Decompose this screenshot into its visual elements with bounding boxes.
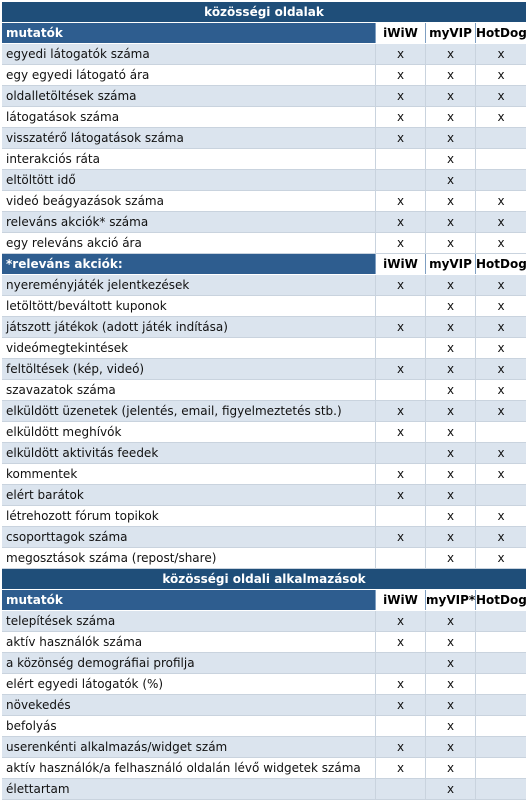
mark-cell: x — [425, 170, 475, 190]
column-header: iWiW — [375, 254, 425, 274]
mark-cell: x — [425, 485, 475, 505]
table-row — [2, 86, 526, 107]
column-header: myVIP — [425, 254, 475, 274]
table-row — [2, 611, 526, 632]
table-row — [2, 149, 526, 170]
table-row — [2, 128, 526, 149]
mark-cell — [475, 674, 526, 694]
mark-cell: x — [475, 86, 526, 106]
mark-cell: x — [475, 527, 526, 547]
mark-cell: x — [375, 758, 425, 778]
metric-label: kommentek — [6, 467, 78, 481]
mark-cell: x — [425, 737, 475, 757]
mark-cell — [375, 443, 425, 463]
metric-label: egy egyedi látogató ára — [6, 68, 150, 82]
mark-cell — [475, 170, 526, 190]
table-row — [2, 506, 526, 527]
column-header: iWiW — [375, 590, 425, 610]
section-header-row — [2, 254, 526, 275]
table-row — [2, 527, 526, 548]
mark-cell: x — [475, 401, 526, 421]
mark-cell: x — [425, 128, 475, 148]
mark-cell: x — [425, 149, 475, 169]
table-row — [2, 716, 526, 737]
header-label: *releváns akciók: — [2, 254, 375, 274]
metrics-table — [2, 2, 526, 800]
mark-cell — [375, 149, 425, 169]
column-header: HotDog — [475, 590, 526, 610]
table-row — [2, 233, 526, 254]
metric-label: játszott játékok (adott játék indítása) — [6, 320, 228, 334]
mark-cell: x — [375, 422, 425, 442]
header-label: mutatók — [2, 23, 375, 43]
mark-cell: x — [475, 233, 526, 253]
mark-cell — [475, 485, 526, 505]
mark-cell: x — [375, 632, 425, 652]
mark-cell: x — [475, 212, 526, 232]
metric-label: megosztások száma (repost/share) — [6, 551, 217, 565]
table-row — [2, 779, 526, 800]
mark-cell: x — [425, 779, 475, 799]
mark-cell: x — [375, 317, 425, 337]
metric-label: élettartam — [6, 782, 70, 796]
mark-cell: x — [475, 359, 526, 379]
mark-cell — [475, 779, 526, 799]
metric-label: videó beágyazások száma — [6, 194, 164, 208]
mark-cell: x — [475, 443, 526, 463]
mark-cell: x — [425, 716, 475, 736]
mark-cell: x — [425, 296, 475, 316]
metric-label: a közönség demográfiai profilja — [6, 656, 195, 670]
mark-cell: x — [425, 65, 475, 85]
mark-cell: x — [425, 422, 475, 442]
mark-cell: x — [475, 338, 526, 358]
table-row — [2, 401, 526, 422]
mark-cell — [375, 716, 425, 736]
mark-cell: x — [425, 695, 475, 715]
mark-cell: x — [425, 212, 475, 232]
mark-cell: x — [375, 44, 425, 64]
metric-label: növekedés — [6, 698, 71, 712]
section-header-row — [2, 23, 526, 44]
mark-cell: x — [425, 380, 475, 400]
table-row — [2, 548, 526, 569]
metric-label: nyereményjáték jelentkezések — [6, 278, 190, 292]
table-row — [2, 758, 526, 779]
mark-cell: x — [425, 86, 475, 106]
mark-cell: x — [425, 548, 475, 568]
mark-cell — [375, 779, 425, 799]
mark-cell: x — [425, 443, 475, 463]
table-row — [2, 359, 526, 380]
mark-cell — [475, 128, 526, 148]
metric-label: visszatérő látogatások száma — [6, 131, 184, 145]
column-header: myVIP — [425, 23, 475, 43]
metric-label: aktív használók/a felhasználó oldalán lévő widgetek száma — [6, 761, 361, 775]
mark-cell: x — [375, 674, 425, 694]
mark-cell: x — [475, 296, 526, 316]
metric-label: elküldött üzenetek (jelentés, email, figyelmeztetés stb.) — [6, 404, 342, 418]
metric-label: oldalletöltések száma — [6, 89, 137, 103]
mark-cell: x — [375, 212, 425, 232]
mark-cell — [475, 758, 526, 778]
metric-label: telepítések száma — [6, 614, 116, 628]
table-row — [2, 737, 526, 758]
metric-label: szavazatok száma — [6, 383, 116, 397]
mark-cell: x — [425, 653, 475, 673]
mark-cell — [475, 611, 526, 631]
mark-cell: x — [475, 380, 526, 400]
mark-cell: x — [475, 191, 526, 211]
mark-cell: x — [375, 65, 425, 85]
mark-cell: x — [425, 758, 475, 778]
mark-cell: x — [375, 527, 425, 547]
mark-cell: x — [475, 548, 526, 568]
mark-cell — [375, 296, 425, 316]
table-row — [2, 485, 526, 506]
metric-label: befolyás — [6, 719, 57, 733]
mark-cell: x — [375, 485, 425, 505]
mark-cell: x — [425, 674, 475, 694]
column-header: iWiW — [375, 23, 425, 43]
mark-cell: x — [375, 233, 425, 253]
mark-cell: x — [425, 632, 475, 652]
mark-cell — [375, 170, 425, 190]
mark-cell: x — [475, 317, 526, 337]
column-header: myVIP* — [425, 590, 475, 610]
mark-cell: x — [375, 464, 425, 484]
table-row — [2, 191, 526, 212]
mark-cell: x — [375, 275, 425, 295]
mark-cell: x — [425, 107, 475, 127]
table-row — [2, 212, 526, 233]
mark-cell: x — [375, 107, 425, 127]
mark-cell: x — [375, 359, 425, 379]
metric-label: látogatások száma — [6, 110, 120, 124]
metric-label: interakciós ráta — [6, 152, 100, 166]
table-row — [2, 170, 526, 191]
header-label: mutatók — [2, 590, 375, 610]
column-header: HotDog — [475, 23, 526, 43]
mark-cell: x — [425, 338, 475, 358]
metric-label: létrehozott fórum topikok — [6, 509, 159, 523]
metric-label: elküldött meghívók — [6, 425, 122, 439]
metric-label: videómegtekintések — [6, 341, 129, 355]
mark-cell: x — [475, 65, 526, 85]
metric-label: letöltött/beváltott kuponok — [6, 299, 167, 313]
mark-cell: x — [475, 464, 526, 484]
mark-cell: x — [475, 107, 526, 127]
mark-cell: x — [425, 275, 475, 295]
mark-cell: x — [375, 611, 425, 631]
metric-label: eltöltött idő — [6, 173, 76, 187]
mark-cell — [375, 338, 425, 358]
table-row — [2, 422, 526, 443]
table-row — [2, 632, 526, 653]
table-row — [2, 443, 526, 464]
mark-cell: x — [375, 401, 425, 421]
mark-cell: x — [375, 737, 425, 757]
metric-label: elküldött aktivitás feedek — [6, 446, 159, 460]
mark-cell: x — [375, 86, 425, 106]
table-row — [2, 107, 526, 128]
metric-label: elért egyedi látogatók (%) — [6, 677, 164, 691]
table-row — [2, 380, 526, 401]
mark-cell: x — [475, 506, 526, 526]
mark-cell: x — [375, 128, 425, 148]
mark-cell — [475, 422, 526, 442]
mark-cell — [475, 737, 526, 757]
mark-cell: x — [425, 359, 475, 379]
mark-cell — [375, 380, 425, 400]
table-row — [2, 275, 526, 296]
mark-cell: x — [425, 191, 475, 211]
mark-cell — [375, 548, 425, 568]
section-title: közösségi oldalak — [2, 2, 526, 23]
table-row — [2, 65, 526, 86]
mark-cell: x — [375, 695, 425, 715]
mark-cell — [475, 653, 526, 673]
table-row — [2, 338, 526, 359]
metric-label: csoporttagok száma — [6, 530, 128, 544]
column-header: HotDog — [475, 254, 526, 274]
mark-cell: x — [475, 275, 526, 295]
table-row — [2, 674, 526, 695]
mark-cell: x — [425, 317, 475, 337]
section-header-row — [2, 590, 526, 611]
mark-cell: x — [425, 527, 475, 547]
metric-label: elért barátok — [6, 488, 84, 502]
mark-cell: x — [425, 44, 475, 64]
metric-label: aktív használók száma — [6, 635, 143, 649]
metric-label: userenkénti alkalmazás/widget szám — [6, 740, 228, 754]
table-row — [2, 44, 526, 65]
table-row — [2, 317, 526, 338]
mark-cell: x — [425, 233, 475, 253]
mark-cell: x — [425, 401, 475, 421]
mark-cell — [475, 632, 526, 652]
table-row — [2, 653, 526, 674]
mark-cell: x — [475, 44, 526, 64]
mark-cell — [475, 695, 526, 715]
mark-cell — [375, 653, 425, 673]
mark-cell: x — [425, 611, 475, 631]
mark-cell — [375, 506, 425, 526]
mark-cell: x — [425, 464, 475, 484]
mark-cell — [475, 716, 526, 736]
metric-label: releváns akciók* száma — [6, 215, 149, 229]
table-row — [2, 296, 526, 317]
metric-label: egyedi látogatók száma — [6, 47, 150, 61]
mark-cell: x — [425, 506, 475, 526]
table-row — [2, 464, 526, 485]
table-row — [2, 695, 526, 716]
metric-label: egy releváns akció ára — [6, 236, 142, 250]
section-title: közösségi oldali alkalmazások — [2, 569, 526, 590]
mark-cell — [475, 149, 526, 169]
mark-cell: x — [375, 191, 425, 211]
metric-label: feltöltések (kép, videó) — [6, 362, 145, 376]
